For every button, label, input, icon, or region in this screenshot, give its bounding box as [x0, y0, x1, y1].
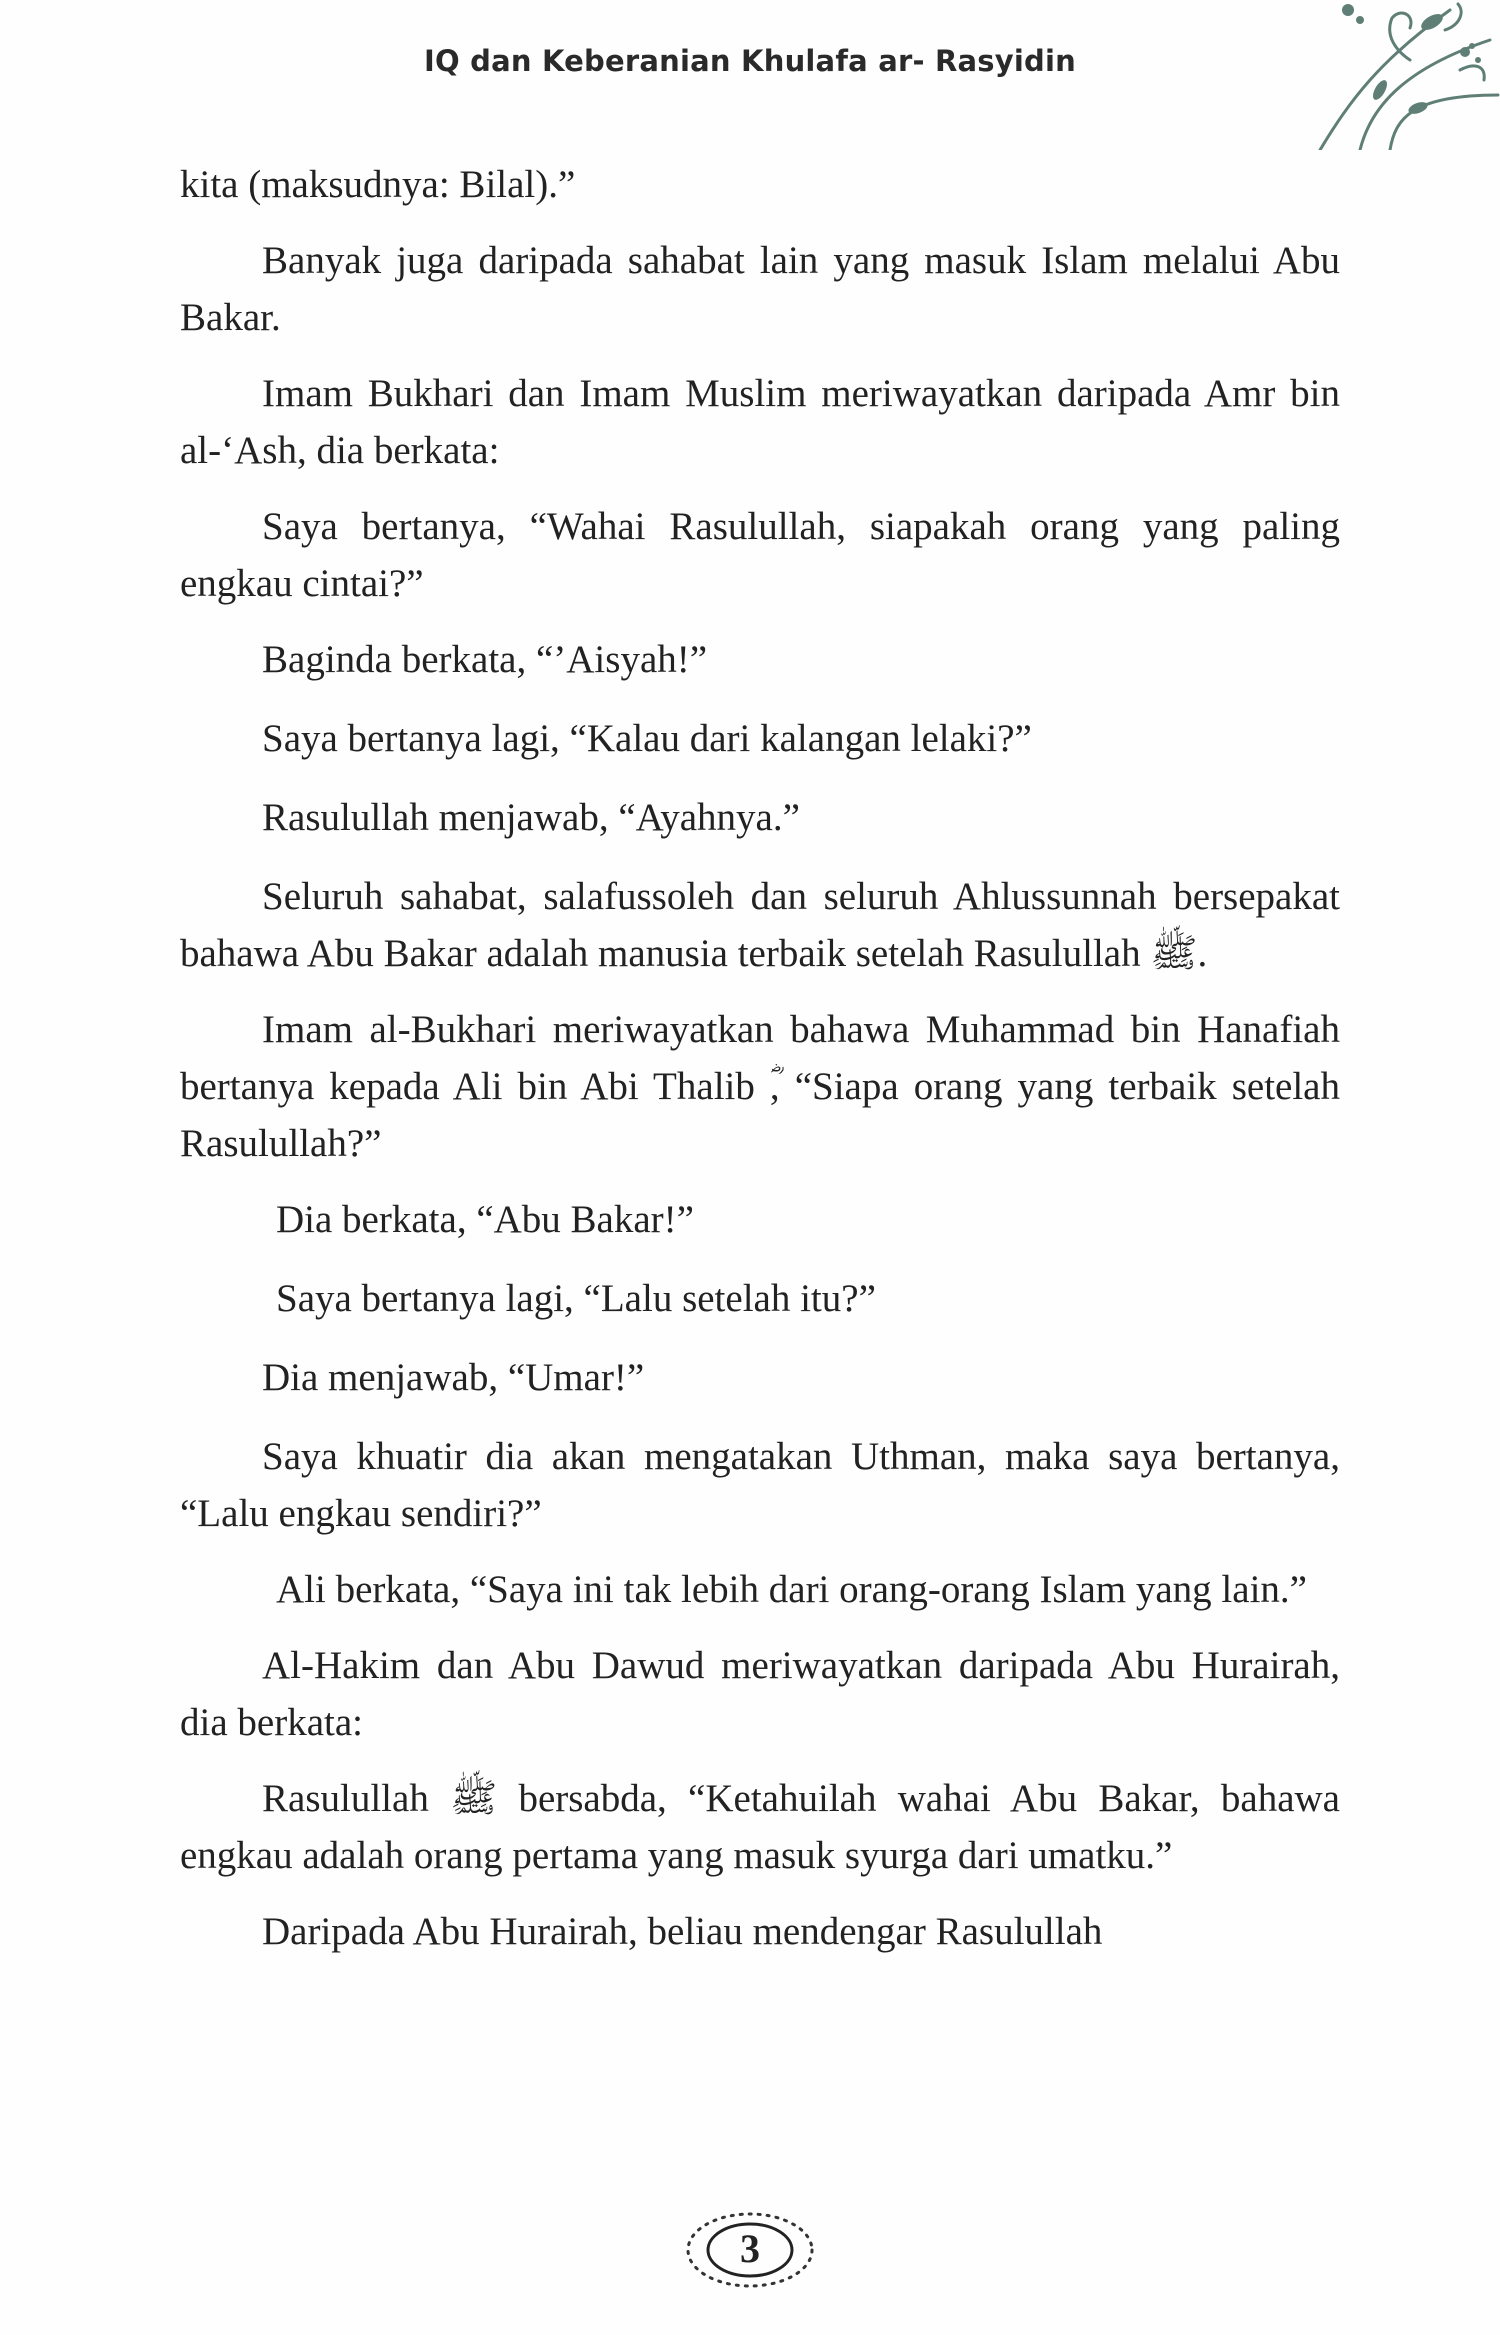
- paragraph: Rasulullah ﷺ bersabda, “Ketahuilah wahai Abu Bakar, bahawa engkau adalah orang pertama yang masuk syurga dari umatku.”: [180, 1777, 1340, 1877]
- paragraph: Saya bertanya lagi, “Lalu setelah itu?”: [276, 1277, 876, 1320]
- page-number-badge: [680, 2205, 820, 2295]
- paragraph: Imam Bukhari dan Imam Muslim meriwayatkan daripada Amr bin al-‘Ash, dia berkata:: [180, 372, 1340, 472]
- paragraph: Daripada Abu Hurairah, beliau mendengar Rasulullah: [262, 1910, 1103, 1953]
- paragraph: Al-Hakim dan Abu Dawud meriwayatkan daripada Abu Hurairah, dia berkata:: [180, 1644, 1340, 1744]
- paragraph: Saya khuatir dia akan mengatakan Uthman, maka saya bertanya, “Lalu engkau sendiri?”: [180, 1435, 1340, 1535]
- body-text: [180, 156, 1340, 1979]
- paragraph: Ali berkata, “Saya ini tak lebih dari orang-orang Islam yang lain.”: [276, 1568, 1307, 1611]
- paragraph: Saya bertanya lagi, “Kalau dari kalangan lelaki?”: [262, 717, 1032, 760]
- paragraph: Saya bertanya, “Wahai Rasulullah, siapakah orang yang paling engkau cintai?”: [180, 505, 1340, 605]
- paragraph: Dia berkata, “Abu Bakar!”: [276, 1198, 694, 1241]
- paragraph: Banyak juga daripada sahabat lain yang masuk Islam melalui Abu Bakar.: [180, 239, 1340, 339]
- floral-vine-ornament-icon: [1260, 0, 1500, 150]
- paragraph: Rasulullah menjawab, “Ayahnya.”: [262, 796, 800, 839]
- paragraph: Baginda berkata, “’Aisyah!”: [262, 638, 708, 681]
- page-number: 3: [740, 2226, 760, 2271]
- paragraph: kita (maksudnya: Bilal).”: [180, 163, 576, 206]
- paragraph: Dia menjawab, “Umar!”: [262, 1356, 645, 1399]
- paragraph: Seluruh sahabat, salafussoleh dan seluruh Ahlussunnah bersepakat bahawa Abu Bakar adalah manusia terbaik setelah Rasulullah ﷺ.: [180, 875, 1340, 975]
- running-header: IQ dan Keberanian Khulafa ar- Rasyidin: [424, 44, 1076, 78]
- paragraph: Imam al-Bukhari meriwayatkan bahawa Muhammad bin Hanafiah bertanya kepada Ali bin Abi Thalib ؓ, “Siapa orang yang terbaik setelah Rasulullah?”: [180, 1008, 1340, 1165]
